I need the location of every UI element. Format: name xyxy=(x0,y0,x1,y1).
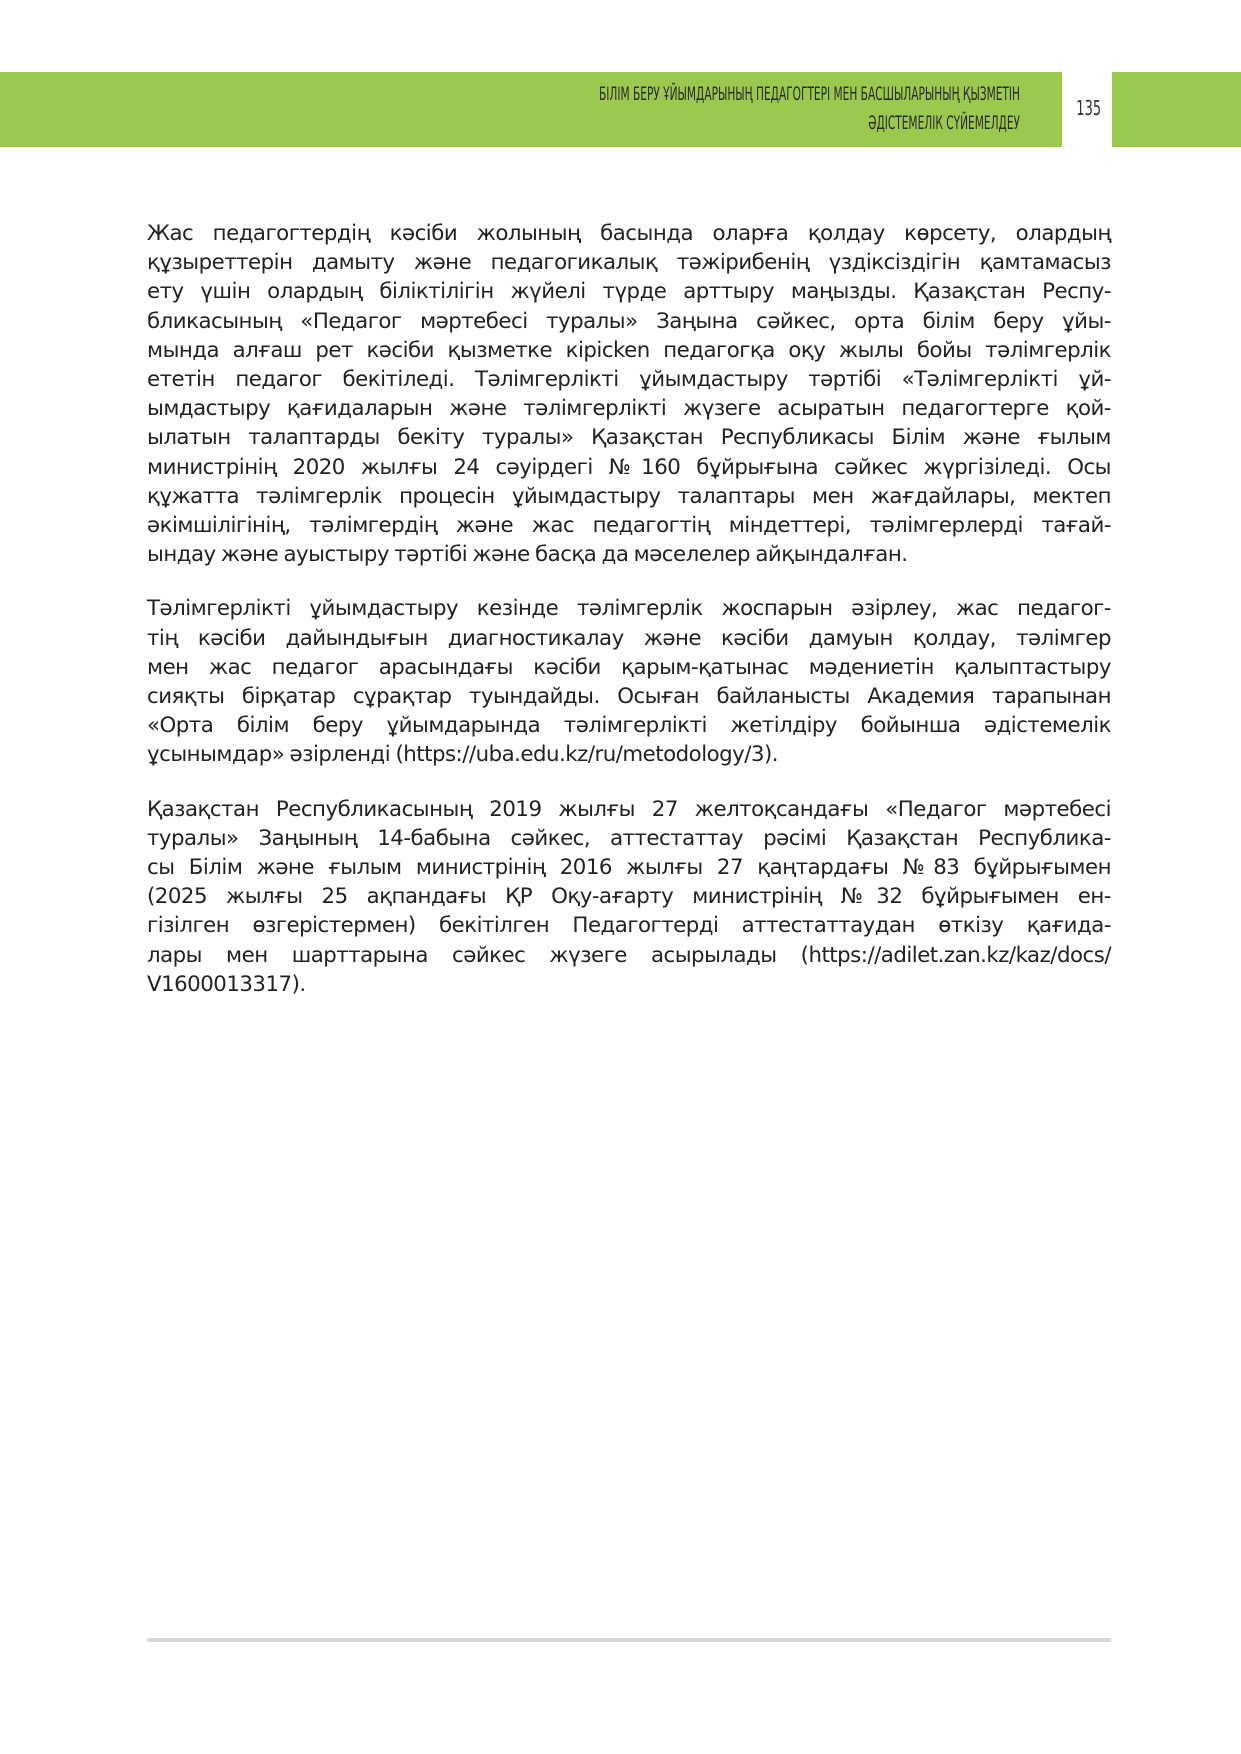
text-line: V1600013317). xyxy=(147,971,306,997)
paragraph-3 xyxy=(147,795,1111,999)
text-line: ымдастыру қағидаларын және тәлімгерлікті жүзеге асыратын педагогтерге қой- xyxy=(147,396,1111,422)
text-line: тің кәсіби дайындығын диагностикалау және кәсіби дамуын қолдау, тәлімгер xyxy=(147,625,1111,651)
text-line: Қазақстан Республикасының 2019 жылғы 27 желтоқсандағы «Педагог мәртебесі xyxy=(147,796,1111,822)
footer-divider xyxy=(147,1638,1111,1642)
text-line: ету үшін олардың біліктілігін жүйелі түрде арттыру маңызды. Қазақстан Респу- xyxy=(147,279,1111,305)
text-line: құжатта тәлімгерлік процесін ұйымдастыру талаптары мен жағдайлары, мектеп xyxy=(147,483,1111,509)
text-line: мында алғаш рет кәсіби қызметке кірісken педагогқа оқу жылы бойы тәлімгерлік xyxy=(147,337,1111,363)
text-line: Жас педагогтердің кәсіби жолының басында оларға қолдау көрсету, олардың xyxy=(147,221,1111,246)
text-line: (2025 жылғы 25 ақпандағы ҚР Оқу-ағарту министрінің №32 бұйрығымен ен- xyxy=(147,884,1111,910)
running-header-title xyxy=(524,80,1020,138)
text-line: ететін педагог бекітіледі. Тәлімгерлікті ұйымдастыру тәртібі «Тәлімгерлікті ұй- xyxy=(147,367,1111,393)
text-line: ылатын талаптарды бекіту туралы» Қазақстан Республикасы Білім және ғылым xyxy=(147,425,1111,451)
paragraph-2 xyxy=(147,594,1111,769)
running-header-line: БІЛІМ БЕРУ ҰЙЫМДАРЫНЫҢ ПЕДАГОГТЕРІ МЕН БАСШЫЛАРЫНЫҢ ҚЫЗМЕТІН xyxy=(598,83,1020,105)
text-line: бликасының «Педагог мәртебесі туралы» Заңына сәйкес, орта білім беру ұйы- xyxy=(147,308,1111,334)
text-line: ұсынымдар» әзірленді (https://uba.edu.kz/ru/metodology/3). xyxy=(147,742,779,768)
body-text xyxy=(147,219,1111,1024)
text-line: сы Білім және ғылым министрінің 2016 жылғы 27 қаңтардағы №83 бұйрығымен xyxy=(147,855,1111,881)
text-line: Тәлімгерлікті ұйымдастыру кезінде тәлімгерлік жоспарын әзірлеу, жас педагог- xyxy=(147,596,1111,622)
text-line: ындау және ауыстыру тәртібі және басқа да мәселелер айқындалған. xyxy=(147,542,908,568)
paragraph-1 xyxy=(147,219,1111,569)
text-line: гізілген өзгерістермен) бекітілген Педагогтерді аттестаттаудан өткізу қағида- xyxy=(147,913,1111,939)
text-line: министрінің 2020 жылғы 24 сәуірдегі №160 бұйрығына сәйкес жүргізіледі. Осы xyxy=(147,454,1111,480)
header-band-right-block xyxy=(1112,72,1241,147)
text-line: әкімшілігінің, тәлімгердің және жас педагогтің міндеттері, тәлімгерлерді тағай- xyxy=(147,513,1111,539)
text-line: мен жас педагог арасындағы кәсіби қарым-қатынас мәдениетін қалыптастыру xyxy=(147,654,1111,680)
page-number: 135 xyxy=(1076,96,1102,120)
text-line: «Орта білім беру ұйымдарында тәлімгерлікті жетілдіру бойынша әдістемелік xyxy=(147,713,1111,739)
text-line: сияқты бірқатар сұрақтар туындайды. Осыған байланысты Академия тарапынан xyxy=(147,684,1111,710)
text-line: туралы» Заңының 14-бабына сәйкес, аттестаттау рәсімі Қазақстан Республика- xyxy=(147,825,1111,851)
running-header-line: ӘДІСТЕМЕЛІК СҮЙЕМЕЛДЕУ xyxy=(868,112,1020,134)
text-line: құзыреттерін дамыту және педагогикалық тәжірибенің үздіксіздігін қамтамасыз xyxy=(147,250,1111,276)
text-line: лары мен шарттарына сәйкес жүзеге асырылады (https://adilet.zan.kz/kaz/docs/ xyxy=(147,942,1111,968)
